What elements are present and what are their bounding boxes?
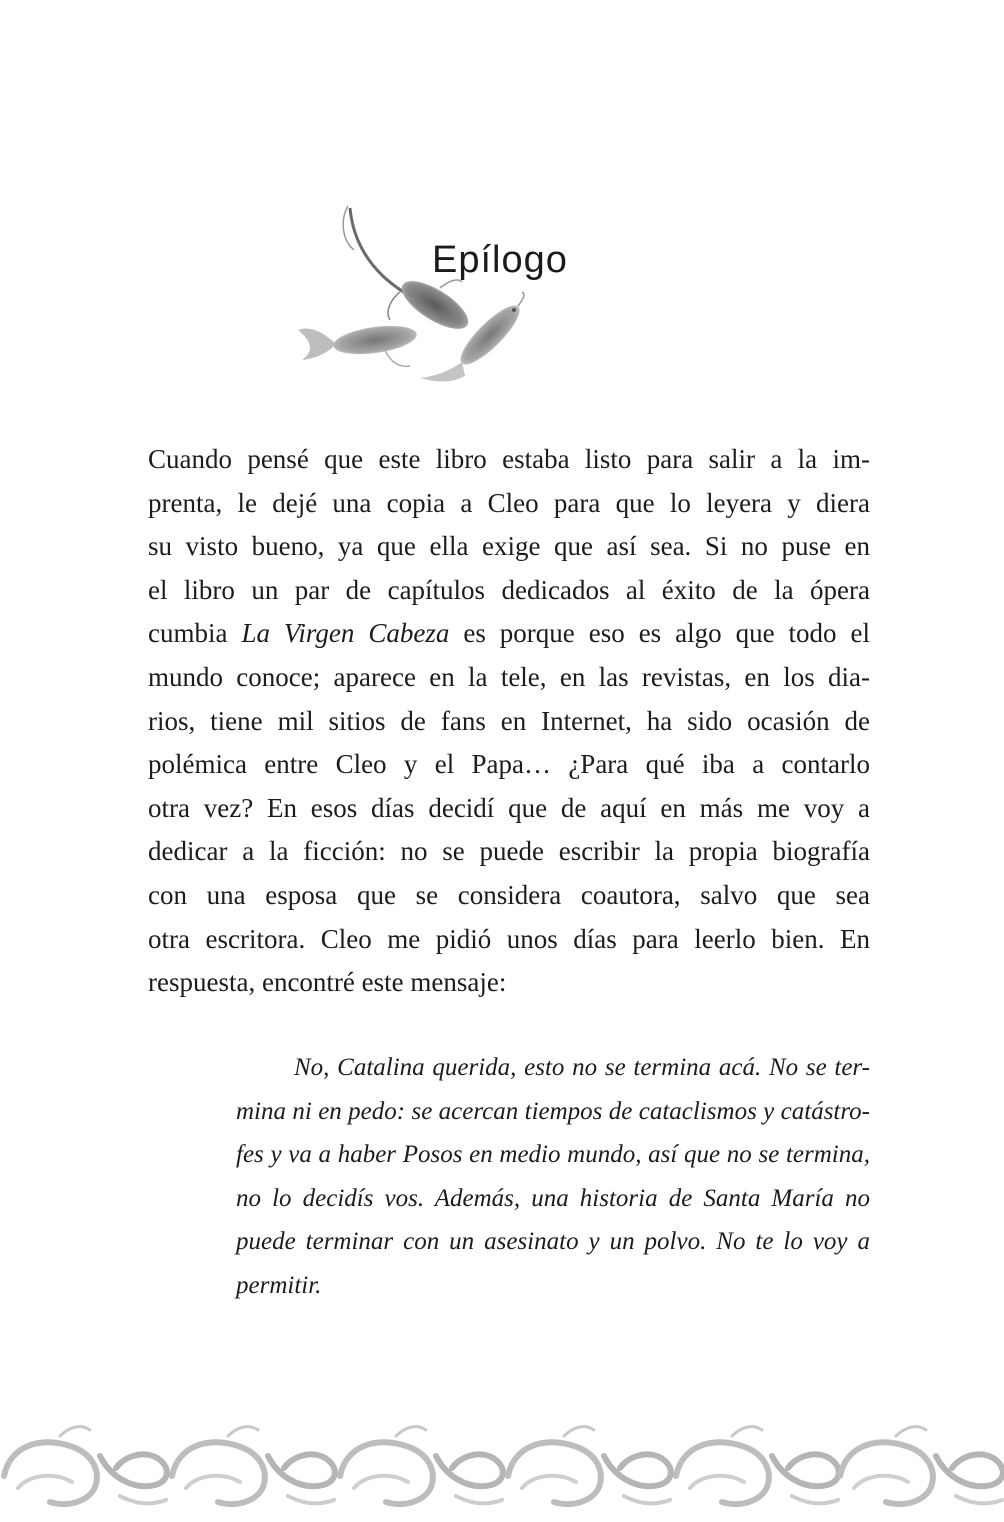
body-line: rios, tiene mil sitios de fans en Internet, ha sido ocasión de — [148, 705, 870, 736]
quote-line: No, Catalina querida, esto no se termina acá. No se ter- — [294, 1054, 870, 1081]
quote-line: no lo decidís vos. Además, una historia de Santa María no — [236, 1184, 870, 1212]
border-motif-1 — [4, 1427, 167, 1504]
quote-line: fes y va a haber Posos en medio mundo, así que no se termina, — [236, 1141, 870, 1168]
body-line: prenta, le dejé una copia a Cleo para que lo leyera y diera — [148, 487, 870, 518]
quote-line: puede terminar con un asesinato y un polvo. No te lo voy a — [236, 1228, 870, 1255]
body-line-with-title — [148, 612, 870, 656]
koi-border-ornament — [0, 1408, 1004, 1518]
body-line: mundo conoce; aparece en la tele, en las revistas, en los dia- — [148, 661, 870, 692]
opera-title: La Virgen Cabeza — [241, 618, 450, 649]
body-line: el libro un par de capítulos dedicados al éxito de la ópera — [148, 574, 870, 605]
body-line: polémica entre Cleo y el Papa… ¿Para qué iba a contarlo — [148, 749, 870, 780]
border-motif-5 — [676, 1427, 839, 1504]
body-text-fragment: es porque eso es algo que todo el — [449, 618, 870, 649]
border-motif-6 — [840, 1427, 1003, 1504]
body-line: respuesta, encontré este mensaje: — [148, 967, 507, 998]
quote-line: permitir. — [236, 1271, 322, 1299]
body-line: otra escritora. Cleo me pidió unos días para leerlo bien. En — [148, 923, 870, 954]
quote-line: mina ni en pedo: se acercan tiempos de cataclismos y catástro- — [236, 1097, 870, 1125]
body-text-fragment: cumbia — [148, 618, 242, 649]
body-paragraph — [148, 438, 870, 1005]
body-line: con una esposa que se considera coautora, salvo que sea — [148, 879, 870, 910]
koi-fish-two-icon — [298, 321, 418, 366]
body-line: dedicar a la ficción: no se puede escribir la propia biografía — [148, 836, 870, 867]
border-motif-4 — [508, 1427, 671, 1504]
koi-fish-illustration — [290, 200, 550, 390]
border-motif-3 — [340, 1427, 503, 1504]
quoted-message — [236, 1046, 870, 1307]
body-line: otra vez? En esos días decidí que de aquí en más me voy a — [148, 792, 870, 823]
chapter-title: Epílogo — [432, 239, 568, 282]
body-line: su visto bueno, ya que ella exige que así sea. Si no puse en — [148, 531, 870, 562]
border-motif-2 — [172, 1427, 335, 1504]
body-line: Cuando pensé que este libro estaba listo para salir a la im- — [148, 444, 870, 474]
